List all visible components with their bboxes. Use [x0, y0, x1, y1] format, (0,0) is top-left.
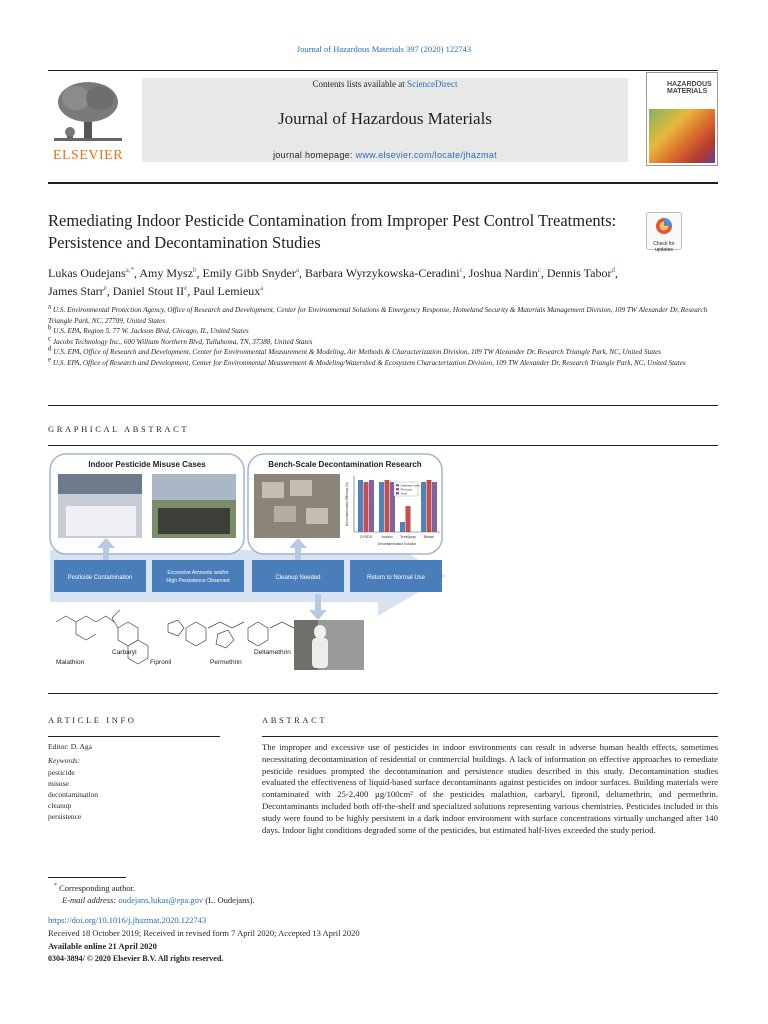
legend-label: Plywood — [400, 487, 412, 492]
chart-bar — [427, 480, 432, 532]
abstract-rule — [262, 736, 718, 737]
chart-bar — [364, 482, 369, 532]
keyword-item: misuse — [48, 779, 69, 788]
compound-carbaryl: Carbaryl — [112, 649, 137, 656]
legend-swatch — [396, 488, 399, 491]
keyword-item: decontamination — [48, 790, 98, 799]
chart-category-label: Bleach — [423, 535, 435, 539]
graphical-abstract-figure — [48, 452, 450, 670]
author-name[interactable]: Amy Mysz — [139, 266, 194, 280]
chart-bar — [379, 482, 384, 532]
chart-bar — [358, 480, 363, 532]
chart-bar — [421, 482, 426, 532]
chart-ylabel: Decontamination Efficacy (%) — [345, 481, 349, 527]
flow-label-2a: Excessive Amounts and/or — [167, 570, 229, 576]
affiliation-item: $^e$ U.S. EPA, Office of Research and Development, Center for Environmental Measurement & Modeling/Watershed & Ecosystem Characterization Division, 109 TW Alexander Dr, Research Triangle Park, NC, United States — [48, 355, 686, 367]
journal-citation[interactable]: Journal of Hazardous Materials 397 (2020) 122743 — [296, 44, 472, 54]
author-name[interactable]: Joshua Nardin — [468, 266, 538, 280]
chart-category-label: Nuvitox — [381, 535, 393, 539]
decon-efficacy-chart — [345, 476, 440, 546]
legend-swatch — [396, 492, 399, 495]
chart-bar — [400, 522, 405, 532]
email-label: E-mail address: — [62, 895, 119, 905]
chart-bar — [432, 482, 437, 532]
keyword-item: persistence — [48, 812, 82, 821]
author-name[interactable]: Daniel Stout II — [112, 284, 185, 298]
cover-art — [649, 109, 715, 163]
affiliation-item: $^c$ Jacobs Technology Inc., 600 William Northern Blvd, Tullahoma, TN, 37388, United States — [48, 334, 313, 346]
compound-fipronil: Fipronil — [150, 659, 172, 666]
author-affiliation-marker[interactable]: a — [295, 266, 299, 274]
author-affiliation-marker[interactable]: b — [193, 266, 197, 274]
elsevier-wordmark: ELSEVIER — [52, 148, 124, 163]
legend-label: Vinyl — [400, 491, 407, 496]
flow-label-4: Return to Normal Use — [366, 575, 426, 581]
author-affiliation-marker[interactable]: c — [537, 266, 541, 274]
abstract-text: The improper and excessive use of pesticides in indoor environments can result in adverse human health effects, sometimes necessitating decontamination of residential or commercial buildings. A lack of information on effective approaches to remediate pesticide residues prompted the decontamination and persistence studies described in this study. Decontamination studies evaluated the effectiveness of liquid-based surface decontaminants against pesticides on indoor surfaces. Building materials were contaminated with 25-2,400 µg/100cm² of the pesticides malathion, carbaryl, fipronil, deltamethrin, and permethrin. Decontaminants included both off-the-shelf and specialized solutions representing various chemistries. Pesticides included in this study were found to be highly persistent in a dark indoor environment with surface concentrations virtually unchanged after 140 days. Indoor light conditions degraded some of the pesticides, but estimated half-lives exceeded the study period. — [262, 742, 718, 835]
footnote-rule — [48, 877, 126, 878]
cover-title: HAZARDOUS MATERIALS — [667, 81, 712, 95]
author-affiliation-marker[interactable]: e — [184, 284, 188, 292]
contents-prefix: Contents lists available at — [312, 79, 407, 89]
left-panel-title: Indoor Pesticide Misuse Cases — [88, 460, 206, 469]
compound-permethrin: Permethrin — [210, 659, 242, 666]
available-online: Available online 21 April 2020 — [48, 941, 157, 951]
chart-bar — [369, 480, 374, 532]
paper-title: Remediating Indoor Pesticide Contamination from Improper Pest Control Treatments: Persistence and Decontamination Studies — [48, 211, 617, 252]
contents-line — [142, 79, 628, 89]
legend-label: Stainless steel — [400, 483, 420, 488]
keywords-label: Keywords: — [48, 756, 81, 765]
doi-link[interactable]: https://doi.org/10.1016/j.jhazmat.2020.122743 — [48, 915, 207, 925]
section-rule — [48, 693, 718, 694]
top-rule — [48, 70, 718, 71]
author-affiliation-marker[interactable]: c — [459, 266, 463, 274]
received-dates: Received 18 October 2019; Received in revised form 7 April 2020; Accepted 13 April 2020 — [48, 928, 360, 938]
author-name[interactable]: Dennis Tabor — [546, 266, 612, 280]
chart-category-label: TexaSpray — [399, 535, 417, 539]
email-link[interactable]: oudejans.lukas@epa.gov — [118, 895, 204, 905]
homepage-link[interactable]: www.elsevier.com/locate/jhazmat — [355, 150, 497, 160]
author-name[interactable]: Emily Gibb Snyder — [202, 266, 296, 280]
homepage-line — [142, 150, 628, 160]
homepage-prefix: journal homepage: — [273, 150, 356, 160]
author-list: Lukas Oudejans$^{a,*}$, Amy Mysz$^b$, Emily Gibb Snyder$^a$, Barbara Wyrzykowska-Ceradini$^c$, Joshua Nardin$^c$, Dennis Tabor$^d$, James Starr$^e$, Daniel Stout IIe, Paul Lemieux$^a$ — [48, 266, 618, 298]
author-affiliation-marker[interactable]: a — [260, 284, 264, 292]
flow-label-3: Cleanup Needed — [275, 575, 321, 581]
section-rule — [48, 405, 718, 406]
compound-deltamethrin: Deltamethrin — [254, 649, 291, 656]
legend-swatch — [396, 484, 399, 487]
article-info-rule — [48, 736, 220, 737]
article-info-heading: ARTICLE INFO — [48, 715, 137, 725]
affiliation-item: $^d$ U.S. EPA, Office of Research and Development, Center for Environmental Measurement & Modeling, Air Methods & Characterization Division, 109 TW Alexander Dr, Research Triangle Park, NC, United States — [48, 344, 662, 356]
chart-bar — [406, 506, 411, 532]
author-name[interactable]: Lukas Oudejans — [48, 266, 126, 280]
editor-line: Editor: D. Aga — [48, 742, 92, 751]
journal-cover-thumbnail[interactable] — [646, 72, 718, 166]
author-affiliation-marker[interactable]: a,* — [125, 266, 135, 274]
affiliation-item: $^a$ U.S. Environmental Protection Agency, Office of Research and Development, Center for Environmental Solutions & Emergency Response, Homeland Security & Materials Management Division, 109 TW Alexander Dr, Research Triangle Park, NC, 27709, United States — [48, 302, 708, 325]
keyword-item: pesticide — [48, 768, 75, 777]
check-updates-label: Check for updates — [653, 241, 675, 253]
author-name[interactable]: Paul Lemieux — [193, 284, 261, 298]
check-updates-icon — [654, 216, 674, 236]
email-suffix: (L. Oudejans). — [203, 895, 255, 905]
keyword-item: cleanup — [48, 801, 72, 810]
author-name[interactable]: James Starr — [48, 284, 104, 298]
flow-box-2 — [152, 560, 244, 592]
affiliations — [48, 302, 718, 368]
corresponding-author-note: * Corresponding author. — [54, 883, 136, 893]
compound-malathion: Malathion — [56, 659, 85, 666]
copyright: 0304-3894/ © 2020 Elsevier B.V. All rights reserved. — [48, 954, 224, 963]
right-panel-title: Bench-Scale Decontamination Research — [268, 460, 422, 469]
affiliation-item: $^b$ U.S. EPA, Region 5, 77 W. Jackson Blvd, Chicago, IL, United States — [48, 323, 249, 335]
section-rule — [48, 445, 718, 446]
chart-bar — [385, 480, 390, 532]
graphical-abstract-heading: GRAPHICAL ABSTRACT — [48, 424, 190, 434]
flow-label-2b: High Persistence Observed — [166, 578, 230, 584]
chart-category-label: DYSDS — [360, 535, 372, 539]
chart-xlabel: Decontamination Solution — [377, 542, 417, 546]
email-note — [62, 895, 255, 905]
check-for-updates-button[interactable] — [646, 212, 682, 253]
flow-label-1: Pesticide Contamination — [67, 575, 133, 581]
author-name[interactable]: Barbara Wyrzykowska-Ceradini — [304, 266, 460, 280]
author-affiliation-marker[interactable]: d — [611, 266, 615, 274]
graphical-abstract-svg — [48, 452, 450, 670]
header-rule — [48, 182, 718, 184]
corresponding-label: Corresponding author. — [59, 883, 136, 893]
sciencedirect-link[interactable]: ScienceDirect — [407, 79, 458, 89]
author-affiliation-marker[interactable]: e — [103, 284, 107, 292]
abstract-heading: ABSTRACT — [262, 715, 328, 725]
journal-title: Journal of Hazardous Materials — [278, 109, 492, 128]
